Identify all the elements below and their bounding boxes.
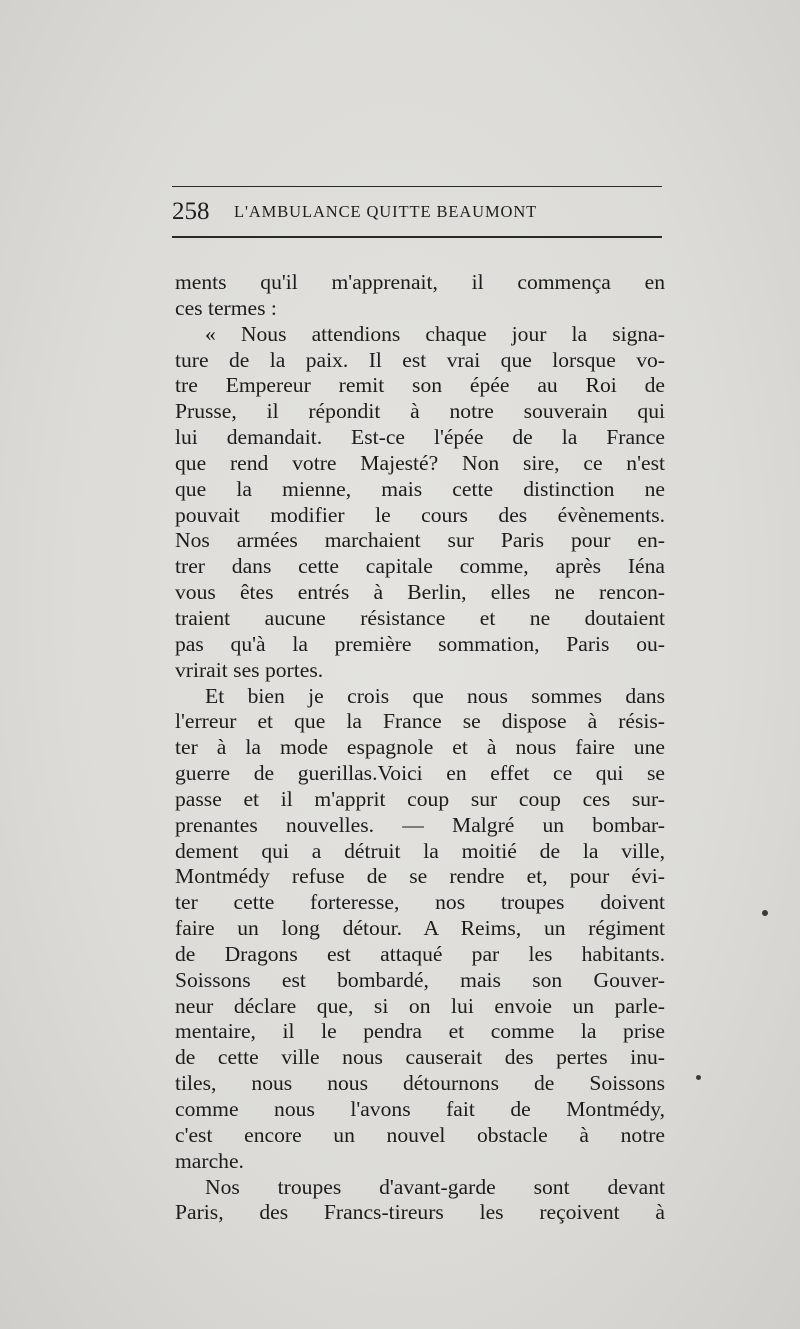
text-line: comme nous l'avons fait de Montmédy, bbox=[175, 1097, 665, 1121]
text-line: faire un long détour. A Reims, un régiment bbox=[175, 916, 665, 941]
text-line: vrirait ses portes. bbox=[175, 657, 324, 682]
body-text bbox=[175, 270, 665, 1226]
text-line: Nos troupes d'avant-garde sont devant bbox=[205, 1174, 665, 1199]
text-line: neur déclare que, si on lui envoie un parle- bbox=[175, 993, 665, 1018]
text-line: dement qui a détruit la moitié de la ville, bbox=[175, 838, 665, 863]
text-line: ter cette forteresse, nos troupes doivent bbox=[175, 890, 665, 915]
text-line: prenantes nouvelles. — Malgré un bombar- bbox=[175, 812, 665, 837]
text-line: ture de la paix. Il est vrai que lorsque vo- bbox=[175, 347, 665, 372]
text-line: Et bien je crois que nous sommes dans bbox=[205, 683, 665, 708]
running-title: L'AMBULANCE QUITTE BEAUMONT bbox=[234, 202, 538, 221]
text-line: pouvait modifier le cours des évènements. bbox=[175, 502, 665, 527]
text-line: Montmédy refuse de se rendre et, pour évi- bbox=[175, 864, 665, 889]
text-line: trer dans cette capitale comme, après Iéna bbox=[175, 554, 665, 579]
paper-speck bbox=[762, 910, 768, 916]
running-header bbox=[172, 198, 662, 226]
text-line: passe et il m'apprit coup sur coup ces sur- bbox=[175, 786, 665, 811]
text-line: lui demandait. Est-ce l'épée de la France bbox=[175, 425, 665, 450]
text-line: Prusse, il répondit à notre souverain qui bbox=[175, 399, 665, 424]
header-rule-top bbox=[172, 186, 662, 187]
text-line: de Dragons est attaqué par les habitants. bbox=[175, 941, 665, 966]
text-line: guerre de guerillas.Voici en effet ce qui se bbox=[175, 761, 665, 786]
text-line: tre Empereur remit son épée au Roi de bbox=[175, 373, 665, 398]
text-line: traient aucune résistance et ne doutaient bbox=[175, 605, 665, 630]
text-line: que la mienne, mais cette distinction ne bbox=[175, 476, 665, 501]
text-line: ces termes : bbox=[175, 295, 277, 320]
text-line: ter à la mode espagnole et à nous faire une bbox=[175, 735, 665, 760]
text-line: Nos armées marchaient sur Paris pour en- bbox=[175, 528, 665, 553]
header-rule-bottom bbox=[172, 236, 662, 238]
text-line: l'erreur et que la France se dispose à résis- bbox=[175, 709, 665, 734]
text-line: pas qu'à la première sommation, Paris ou- bbox=[175, 631, 665, 656]
text-line: Paris, des Francs-tireurs les reçoivent à bbox=[175, 1200, 665, 1225]
paper-speck bbox=[696, 1075, 701, 1080]
text-line: ments qu'il m'apprenait, il commença en bbox=[175, 270, 665, 294]
text-line: de cette ville nous causerait des pertes inu- bbox=[175, 1045, 665, 1070]
text-line: tiles, nous nous détournons de Soissons bbox=[175, 1071, 665, 1096]
text-line: mentaire, il le pendra et comme la prise bbox=[175, 1019, 665, 1044]
text-line: c'est encore un nouvel obstacle à notre bbox=[175, 1122, 665, 1147]
text-line: que rend votre Majesté? Non sire, ce n'est bbox=[175, 450, 665, 475]
text-line: Soissons est bombardé, mais son Gouver- bbox=[175, 967, 665, 992]
page-number: 258 bbox=[172, 198, 210, 225]
text-line: « Nous attendions chaque jour la signa- bbox=[205, 321, 665, 346]
text-line: vous êtes entrés à Berlin, elles ne rencon- bbox=[175, 580, 665, 605]
text-line: marche. bbox=[175, 1148, 244, 1173]
